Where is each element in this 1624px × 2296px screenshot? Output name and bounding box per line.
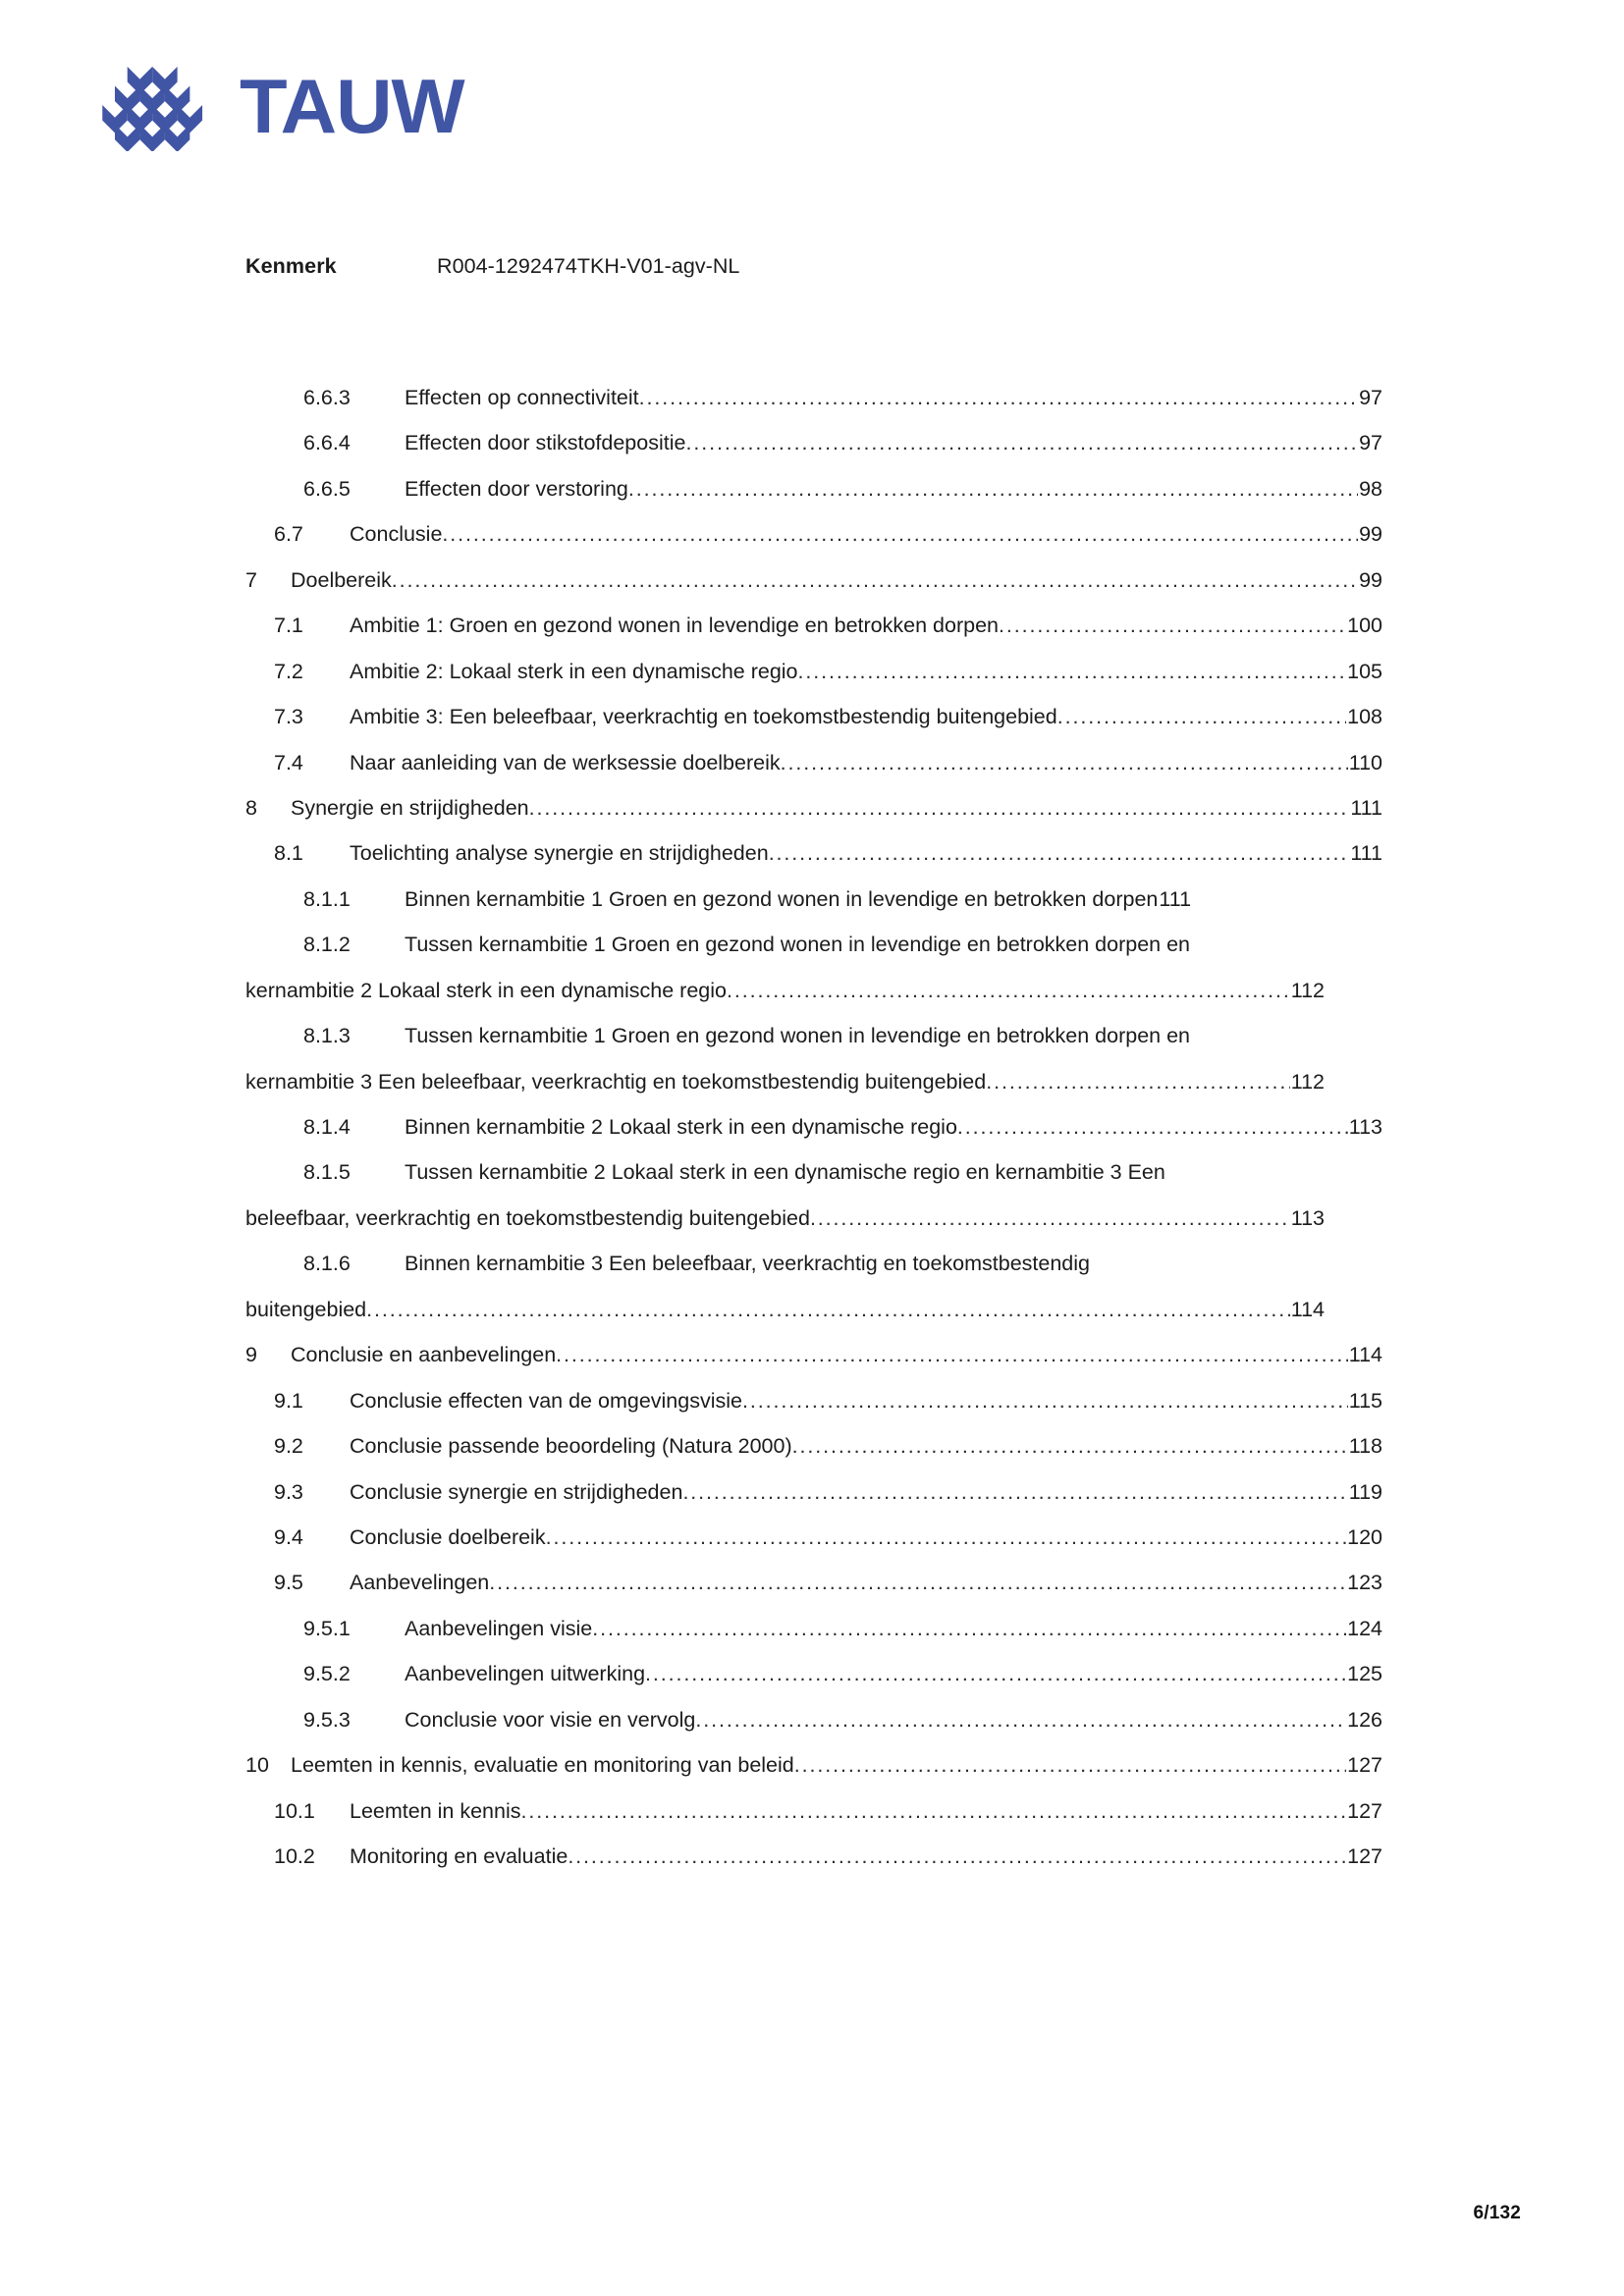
toc-entry[interactable] bbox=[245, 1159, 1382, 1232]
toc-entry-title: Conclusie en aanbevelingen bbox=[291, 1343, 557, 1367]
toc-entry-page: 110 bbox=[1348, 750, 1382, 774]
toc-entry-page: 114 bbox=[1348, 1343, 1382, 1367]
toc-entry-title: Leemten in kennis bbox=[350, 1798, 521, 1823]
toc-entry-line bbox=[303, 385, 1382, 412]
toc-entry-title: Conclusie effecten van de omgevingsvisie bbox=[350, 1388, 742, 1413]
toc-entry-line bbox=[303, 1114, 1382, 1142]
toc-entry-page: 99 bbox=[1359, 567, 1382, 592]
toc-dot-leader bbox=[639, 385, 1358, 406]
toc-entry-line bbox=[274, 1843, 1382, 1871]
toc-entry-number: 6.6.3 bbox=[303, 386, 351, 409]
toc-entry-number: 8.1.2 bbox=[303, 933, 351, 957]
toc-entry-line bbox=[303, 476, 1382, 504]
toc-entry[interactable] bbox=[245, 1752, 1382, 1780]
toc-entry-page: 97 bbox=[1359, 431, 1382, 455]
toc-dot-leader bbox=[645, 1661, 1346, 1682]
toc-entry-page: 100 bbox=[1347, 614, 1382, 638]
toc-entry-page: 123 bbox=[1347, 1571, 1382, 1595]
toc-entry-number: 9.3 bbox=[274, 1479, 303, 1504]
toc-entry[interactable] bbox=[245, 932, 1382, 1004]
toc-entry-line bbox=[245, 1752, 1382, 1780]
toc-entry-title: Tussen kernambitie 1 Groen en gezond wonen in levendige en betrokken dorpen en bbox=[405, 1024, 1191, 1048]
toc-entry-line bbox=[274, 1524, 1382, 1552]
toc-entry-number: 6.7 bbox=[274, 522, 303, 547]
toc-entry-line bbox=[274, 1479, 1382, 1507]
toc-entry-title: Conclusie voor visie en vervolg bbox=[405, 1707, 696, 1732]
toc-entry-number: 8.1 bbox=[274, 841, 303, 866]
toc-entry-title: Naar aanleiding van de werksessie doelbereik bbox=[350, 750, 781, 774]
toc-entry-page: 127 bbox=[1347, 1753, 1382, 1778]
toc-entry-line bbox=[274, 704, 1382, 731]
toc-entry-number: 7.3 bbox=[274, 705, 303, 729]
toc-dot-leader bbox=[727, 978, 1290, 999]
toc-dot-leader bbox=[810, 1205, 1290, 1227]
toc-dot-leader bbox=[794, 1752, 1346, 1774]
toc-dot-leader bbox=[366, 1297, 1290, 1318]
reference-value: R004-1292474TKH-V01-agv-NL bbox=[437, 254, 740, 278]
toc-dot-leader bbox=[682, 1479, 1347, 1501]
toc-entry[interactable] bbox=[245, 1524, 1382, 1552]
toc-entry-title-continued: kernambitie 3 Een beleefbaar, veerkrachtig en toekomstbestendig buitengebied bbox=[245, 1069, 987, 1094]
toc-entry-title: Doelbereik bbox=[291, 567, 392, 592]
toc-entry-line bbox=[245, 1342, 1382, 1369]
toc-entry-number: 8.1.1 bbox=[303, 886, 351, 911]
tauw-zigzag-mark bbox=[102, 61, 218, 151]
toc-entry-page: 125 bbox=[1347, 1662, 1382, 1686]
toc-entry-page: 126 bbox=[1347, 1707, 1382, 1732]
toc-dot-leader bbox=[529, 795, 1350, 817]
toc-dot-leader bbox=[546, 1524, 1347, 1546]
toc-entry-title: Synergie en strijdigheden bbox=[291, 795, 529, 820]
toc-entry-number: 8.1.3 bbox=[303, 1024, 351, 1048]
page-number-footer: 6/132 bbox=[1473, 2203, 1521, 2223]
toc-entry-number: 9.5.1 bbox=[303, 1616, 351, 1640]
toc-entry-line bbox=[274, 521, 1382, 549]
toc-entry-continuation bbox=[245, 1297, 1325, 1324]
toc-entry[interactable] bbox=[245, 476, 1382, 504]
toc-entry-number: 8 bbox=[245, 795, 257, 820]
toc-entry-title: Tussen kernambitie 2 Lokaal sterk in een dynamische regio en kernambitie 3 Een bbox=[405, 1160, 1165, 1185]
toc-dot-leader bbox=[489, 1570, 1346, 1591]
toc-entry-line bbox=[274, 613, 1382, 640]
toc-entry-number: 10.2 bbox=[274, 1844, 315, 1868]
toc-entry[interactable] bbox=[245, 1661, 1382, 1688]
toc-entry-number: 9.1 bbox=[274, 1388, 303, 1413]
toc-entry[interactable] bbox=[245, 567, 1382, 595]
toc-dot-leader bbox=[442, 521, 1358, 543]
toc-dot-leader bbox=[556, 1342, 1348, 1363]
toc-entry-number: 9 bbox=[245, 1343, 257, 1367]
toc-entry-line bbox=[303, 1023, 1382, 1050]
toc-entry-line bbox=[303, 1616, 1382, 1643]
toc-dot-leader bbox=[769, 840, 1350, 862]
toc-dot-leader bbox=[792, 1433, 1348, 1455]
toc-entry-page: 118 bbox=[1348, 1434, 1382, 1459]
toc-entry-page: 120 bbox=[1347, 1524, 1382, 1549]
toc-dot-leader bbox=[742, 1388, 1348, 1410]
toc-entry-title: Conclusie synergie en strijdigheden bbox=[350, 1479, 683, 1504]
toc-entry-line bbox=[245, 795, 1382, 823]
toc-entry-page: 119 bbox=[1348, 1479, 1382, 1504]
toc-entry-page: 111 bbox=[1159, 886, 1192, 911]
toc-entry[interactable] bbox=[245, 1479, 1382, 1507]
toc-dot-leader bbox=[568, 1843, 1346, 1865]
table-of-contents bbox=[245, 385, 1382, 1889]
toc-entry-page: 111 bbox=[1350, 795, 1382, 820]
toc-entry-line bbox=[274, 750, 1382, 777]
toc-entry-page: 127 bbox=[1347, 1798, 1382, 1823]
toc-dot-leader bbox=[592, 1616, 1346, 1637]
tauw-logo bbox=[102, 61, 464, 151]
toc-entry-line bbox=[274, 1388, 1382, 1415]
toc-dot-leader bbox=[685, 430, 1358, 452]
toc-entry-number: 9.2 bbox=[274, 1434, 303, 1459]
toc-entry-title: Effecten op connectiviteit bbox=[405, 386, 639, 409]
toc-entry-page: 99 bbox=[1359, 522, 1382, 547]
toc-entry[interactable] bbox=[245, 1342, 1382, 1369]
toc-entry[interactable] bbox=[245, 704, 1382, 731]
toc-entry[interactable] bbox=[245, 385, 1382, 412]
toc-entry-page: 113 bbox=[1290, 1205, 1325, 1230]
toc-entry-title-continued: buitengebied bbox=[245, 1297, 367, 1321]
toc-entry-page: 114 bbox=[1290, 1297, 1325, 1321]
toc-entry-line bbox=[303, 1707, 1382, 1735]
toc-entry-title: Effecten door stikstofdepositie bbox=[405, 431, 686, 455]
toc-entry[interactable] bbox=[245, 659, 1382, 686]
toc-entry[interactable] bbox=[245, 430, 1382, 457]
toc-entry-number: 9.5.3 bbox=[303, 1707, 351, 1732]
toc-dot-leader bbox=[1057, 704, 1346, 725]
toc-entry-number: 7.1 bbox=[274, 614, 303, 638]
toc-entry[interactable] bbox=[245, 1388, 1382, 1415]
toc-entry-page: 112 bbox=[1290, 978, 1325, 1002]
toc-entry-number: 7.4 bbox=[274, 750, 303, 774]
toc-entry[interactable] bbox=[245, 613, 1382, 640]
toc-entry-line bbox=[245, 567, 1382, 595]
toc-entry-number: 8.1.6 bbox=[303, 1252, 351, 1276]
toc-entry[interactable] bbox=[245, 886, 1382, 914]
toc-entry-title: Aanbevelingen uitwerking bbox=[405, 1662, 646, 1686]
toc-entry-line bbox=[274, 1798, 1382, 1826]
toc-entry[interactable] bbox=[245, 1843, 1382, 1871]
toc-entry[interactable] bbox=[245, 1114, 1382, 1142]
toc-entry-page: 124 bbox=[1347, 1616, 1382, 1640]
toc-entry-line bbox=[274, 1570, 1382, 1597]
toc-entry[interactable] bbox=[245, 1433, 1382, 1461]
toc-entry-continuation bbox=[245, 978, 1325, 1005]
toc-entry[interactable] bbox=[245, 1570, 1382, 1597]
toc-entry-number: 7.2 bbox=[274, 659, 303, 683]
toc-entry-number: 7 bbox=[245, 567, 257, 592]
toc-entry-number: 10.1 bbox=[274, 1798, 315, 1823]
toc-entry-title: Binnen kernambitie 2 Lokaal sterk in een dynamische regio bbox=[405, 1115, 957, 1139]
toc-entry-line bbox=[303, 886, 1382, 914]
toc-entry-page: 113 bbox=[1348, 1115, 1382, 1139]
toc-entry-title: Toelichting analyse synergie en strijdigheden bbox=[350, 841, 769, 866]
toc-entry-title: Conclusie passende beoordeling (Natura 2000) bbox=[350, 1434, 792, 1459]
toc-entry-page: 98 bbox=[1359, 476, 1382, 501]
toc-entry-continuation bbox=[245, 1205, 1325, 1233]
toc-entry-line bbox=[303, 1251, 1382, 1278]
toc-dot-leader bbox=[999, 613, 1346, 634]
toc-dot-leader bbox=[781, 750, 1348, 772]
toc-dot-leader bbox=[986, 1069, 1290, 1091]
toc-entry-number: 8.1.5 bbox=[303, 1160, 351, 1185]
toc-entry-page: 97 bbox=[1359, 386, 1382, 409]
toc-entry-number: 6.6.4 bbox=[303, 431, 351, 455]
toc-entry-line bbox=[303, 430, 1382, 457]
toc-entry-title: Conclusie bbox=[350, 522, 443, 547]
toc-entry[interactable] bbox=[245, 1707, 1382, 1735]
toc-entry-page: 108 bbox=[1347, 705, 1382, 729]
toc-entry-title-continued: kernambitie 2 Lokaal sterk in een dynamische regio bbox=[245, 978, 727, 1002]
toc-dot-leader bbox=[798, 659, 1347, 680]
toc-entry-title: Aanbevelingen visie bbox=[405, 1616, 593, 1640]
toc-entry-title: Monitoring en evaluatie bbox=[350, 1844, 568, 1868]
toc-dot-leader bbox=[628, 476, 1358, 498]
toc-entry-page: 105 bbox=[1347, 659, 1382, 683]
toc-entry-title: Ambitie 1: Groen en gezond wonen in levendige en betrokken dorpen bbox=[350, 614, 999, 638]
toc-entry-title: Leemten in kennis, evaluatie en monitoring van beleid bbox=[291, 1753, 794, 1778]
document-reference bbox=[245, 253, 739, 281]
toc-entry-line bbox=[303, 1159, 1382, 1187]
toc-entry-number: 6.6.5 bbox=[303, 476, 351, 501]
tauw-wordmark: TAUW bbox=[240, 63, 464, 149]
toc-entry-title: Tussen kernambitie 1 Groen en gezond wonen in levendige en betrokken dorpen en bbox=[405, 933, 1191, 957]
toc-entry[interactable] bbox=[245, 1023, 1382, 1095]
toc-dot-leader bbox=[695, 1707, 1346, 1729]
toc-dot-leader bbox=[957, 1114, 1348, 1136]
toc-entry-title: Binnen kernambitie 3 Een beleefbaar, veerkrachtig en toekomstbestendig bbox=[405, 1252, 1090, 1276]
toc-dot-leader bbox=[392, 567, 1358, 589]
toc-entry[interactable] bbox=[245, 840, 1382, 868]
toc-entry[interactable] bbox=[245, 750, 1382, 777]
toc-entry-page: 111 bbox=[1350, 841, 1382, 866]
toc-entry-line bbox=[274, 840, 1382, 868]
toc-entry-line bbox=[303, 1661, 1382, 1688]
toc-entry-number: 8.1.4 bbox=[303, 1115, 351, 1139]
toc-entry-number: 9.5.2 bbox=[303, 1662, 351, 1686]
reference-label: Kenmerk bbox=[245, 254, 337, 278]
toc-entry-title-continued: beleefbaar, veerkrachtig en toekomstbestendig buitengebied bbox=[245, 1205, 810, 1230]
toc-entry-title: Binnen kernambitie 1 Groen en gezond wonen in levendige en betrokken dorpen bbox=[405, 886, 1159, 911]
toc-entry-line bbox=[274, 659, 1382, 686]
toc-entry[interactable] bbox=[245, 1616, 1382, 1643]
toc-entry[interactable] bbox=[245, 1251, 1382, 1323]
toc-entry-title: Effecten door verstoring bbox=[405, 476, 628, 501]
toc-entry-title: Aanbevelingen bbox=[350, 1571, 490, 1595]
toc-entry-line bbox=[274, 1433, 1382, 1461]
toc-entry[interactable] bbox=[245, 1798, 1382, 1826]
toc-dot-leader bbox=[521, 1798, 1347, 1820]
toc-entry-line bbox=[303, 932, 1382, 959]
toc-entry-number: 10 bbox=[245, 1753, 269, 1778]
toc-entry[interactable] bbox=[245, 521, 1382, 549]
toc-entry-title: Ambitie 3: Een beleefbaar, veerkrachtig en toekomstbestendig buitengebied bbox=[350, 705, 1057, 729]
toc-entry-title: Ambitie 2: Lokaal sterk in een dynamische regio bbox=[350, 659, 798, 683]
toc-entry-page: 127 bbox=[1347, 1844, 1382, 1868]
toc-entry[interactable] bbox=[245, 795, 1382, 823]
toc-entry-number: 9.5 bbox=[274, 1571, 303, 1595]
toc-entry-title: Conclusie doelbereik bbox=[350, 1524, 546, 1549]
toc-entry-continuation bbox=[245, 1069, 1325, 1096]
toc-entry-page: 115 bbox=[1348, 1388, 1382, 1413]
toc-entry-number: 9.4 bbox=[274, 1524, 303, 1549]
toc-entry-page: 112 bbox=[1290, 1069, 1325, 1094]
